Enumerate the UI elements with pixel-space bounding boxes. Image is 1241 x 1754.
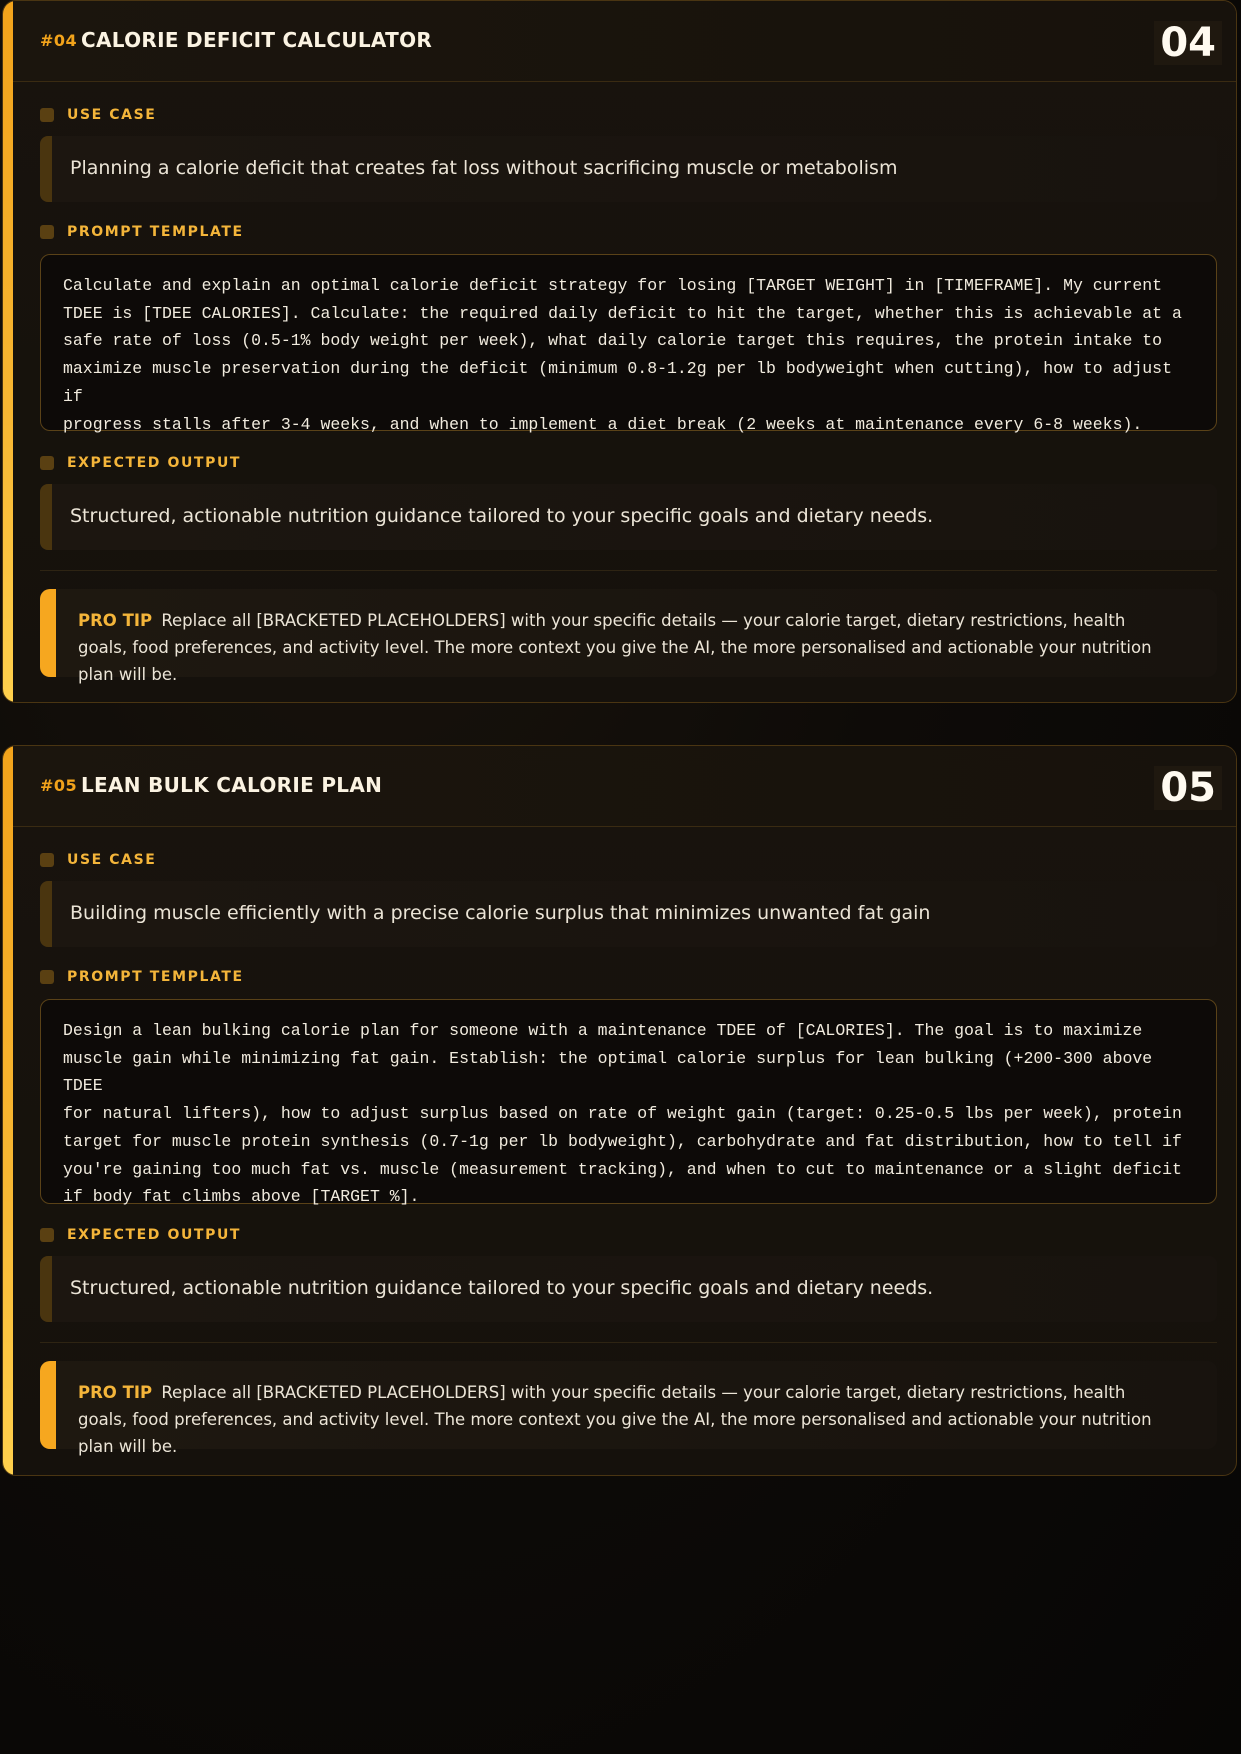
section-marker-icon (40, 970, 54, 984)
section-label-text: EXPECTED OUTPUT (67, 1227, 242, 1243)
expected-output-text: Structured, actionable nutrition guidance tailored to your specific goals and dietary needs. (70, 505, 934, 527)
section-marker-icon (40, 456, 54, 470)
use-case-text: Building muscle efficiently with a precise calorie surplus that minimizes unwanted fat gain (70, 902, 931, 924)
quote-bar (40, 136, 52, 202)
section-marker-icon (40, 108, 54, 122)
prompt-line: progress stalls after 3-4 weeks, and when to implement a diet break (2 weeks at maintenance every 6-8 weeks). (63, 414, 1143, 434)
card-number-label: #05 (40, 776, 78, 795)
section-label-text: EXPECTED OUTPUT (67, 455, 242, 471)
pro-tip-content (78, 1379, 1157, 1460)
prompt-line: if body fat climbs above [TARGET %]. (63, 1187, 420, 1207)
expected-output-block (40, 484, 1217, 550)
use-case-block (40, 136, 1217, 202)
prompt-line: for natural lifters), how to adjust surplus based on rate of weight gain (target: 0.25-0.5 lbs per week), protein (63, 1104, 1182, 1124)
card-title: LEAN BULK CALORIE PLAN (81, 773, 383, 797)
card-title: CALORIE DEFICIT CALCULATOR (81, 28, 433, 52)
prompt-line: TDEE is [TDEE CALORIES]. Calculate: the required daily deficit to hit the target, whether this is achievable at a (63, 303, 1182, 323)
prompt-card-04 (2, 0, 1237, 703)
pro-tip-block (40, 589, 1217, 684)
quote-bar (40, 1256, 52, 1322)
prompt-line: Calculate and explain an optimal calorie deficit strategy for losing [TARGET WEIGHT] in [TIMEFRAME]. My current (63, 276, 1163, 295)
pro-tip-text: Replace all [BRACKETED PLACEHOLDERS] with your specific details — your calorie target, dietary restrictions, health goals, food preferences, and activity level. The more context you give the AI, the more personalised and actionable your nutrition plan will be. (78, 611, 1152, 684)
pro-tip-label: PRO TIP (78, 1383, 153, 1402)
prompt-line: muscle gain while minimizing fat gain. Establish: the optimal calorie surplus for lean bulking (+200-300 above TDEE (63, 1048, 1153, 1096)
divider (40, 1342, 1217, 1343)
prompt-template-box[interactable] (40, 999, 1217, 1207)
use-case-text: Planning a calorie deficit that creates fat loss without sacrificing muscle or metabolism (70, 157, 898, 179)
tip-accent-bar (40, 1361, 56, 1449)
card-number-badge: 04 (1154, 21, 1222, 65)
prompt-template-box[interactable] (40, 254, 1217, 434)
section-marker-icon (40, 1228, 54, 1242)
pro-tip-block (40, 1361, 1217, 1456)
card-accent-bar (3, 746, 13, 1475)
card-number-label: #04 (40, 31, 78, 50)
quote-bar (40, 881, 52, 947)
section-marker-icon (40, 225, 54, 239)
card-accent-bar (3, 1, 13, 702)
pro-tip-text: Replace all [BRACKETED PLACEHOLDERS] with your specific details — your calorie target, dietary restrictions, health goals, food preferences, and activity level. The more context you give the AI, the more personalised and actionable your nutrition plan will be. (78, 1383, 1152, 1456)
pro-tip-content (78, 607, 1157, 688)
expected-output-text: Structured, actionable nutrition guidance tailored to your specific goals and dietary needs. (70, 1277, 934, 1299)
use-case-block (40, 881, 1217, 947)
tip-accent-bar (40, 589, 56, 677)
quote-bar (40, 484, 52, 550)
section-label-text: USE CASE (67, 852, 157, 868)
prompt-line: Design a lean bulking calorie plan for someone with a maintenance TDEE of [CALORIES]. The goal is to maximize (63, 1021, 1143, 1040)
section-label-text: PROMPT TEMPLATE (67, 224, 244, 240)
prompt-line: target for muscle protein synthesis (0.7-1g per lb bodyweight), carbohydrate and fat distribution, how to tell if (63, 1131, 1182, 1151)
card-number-badge: 05 (1154, 766, 1222, 810)
expected-output-block (40, 1256, 1217, 1322)
prompt-line: maximize muscle preservation during the deficit (minimum 0.8-1.2g per lb bodyweight when cutting), how to adjust if (63, 359, 1172, 406)
divider (40, 570, 1217, 571)
pro-tip-label: PRO TIP (78, 611, 153, 630)
prompt-card-05 (2, 745, 1237, 1476)
section-label-text: USE CASE (67, 107, 157, 123)
card-header (13, 1, 1236, 82)
card-header (13, 746, 1236, 827)
section-marker-icon (40, 853, 54, 867)
prompt-line: safe rate of loss (0.5-1% body weight per week), what daily calorie target this requires, the protein intake to (63, 331, 1163, 351)
prompt-line: you're gaining too much fat vs. muscle (measurement tracking), and when to cut to maintenance or a slight deficit (63, 1159, 1182, 1179)
section-label-text: PROMPT TEMPLATE (67, 969, 244, 985)
